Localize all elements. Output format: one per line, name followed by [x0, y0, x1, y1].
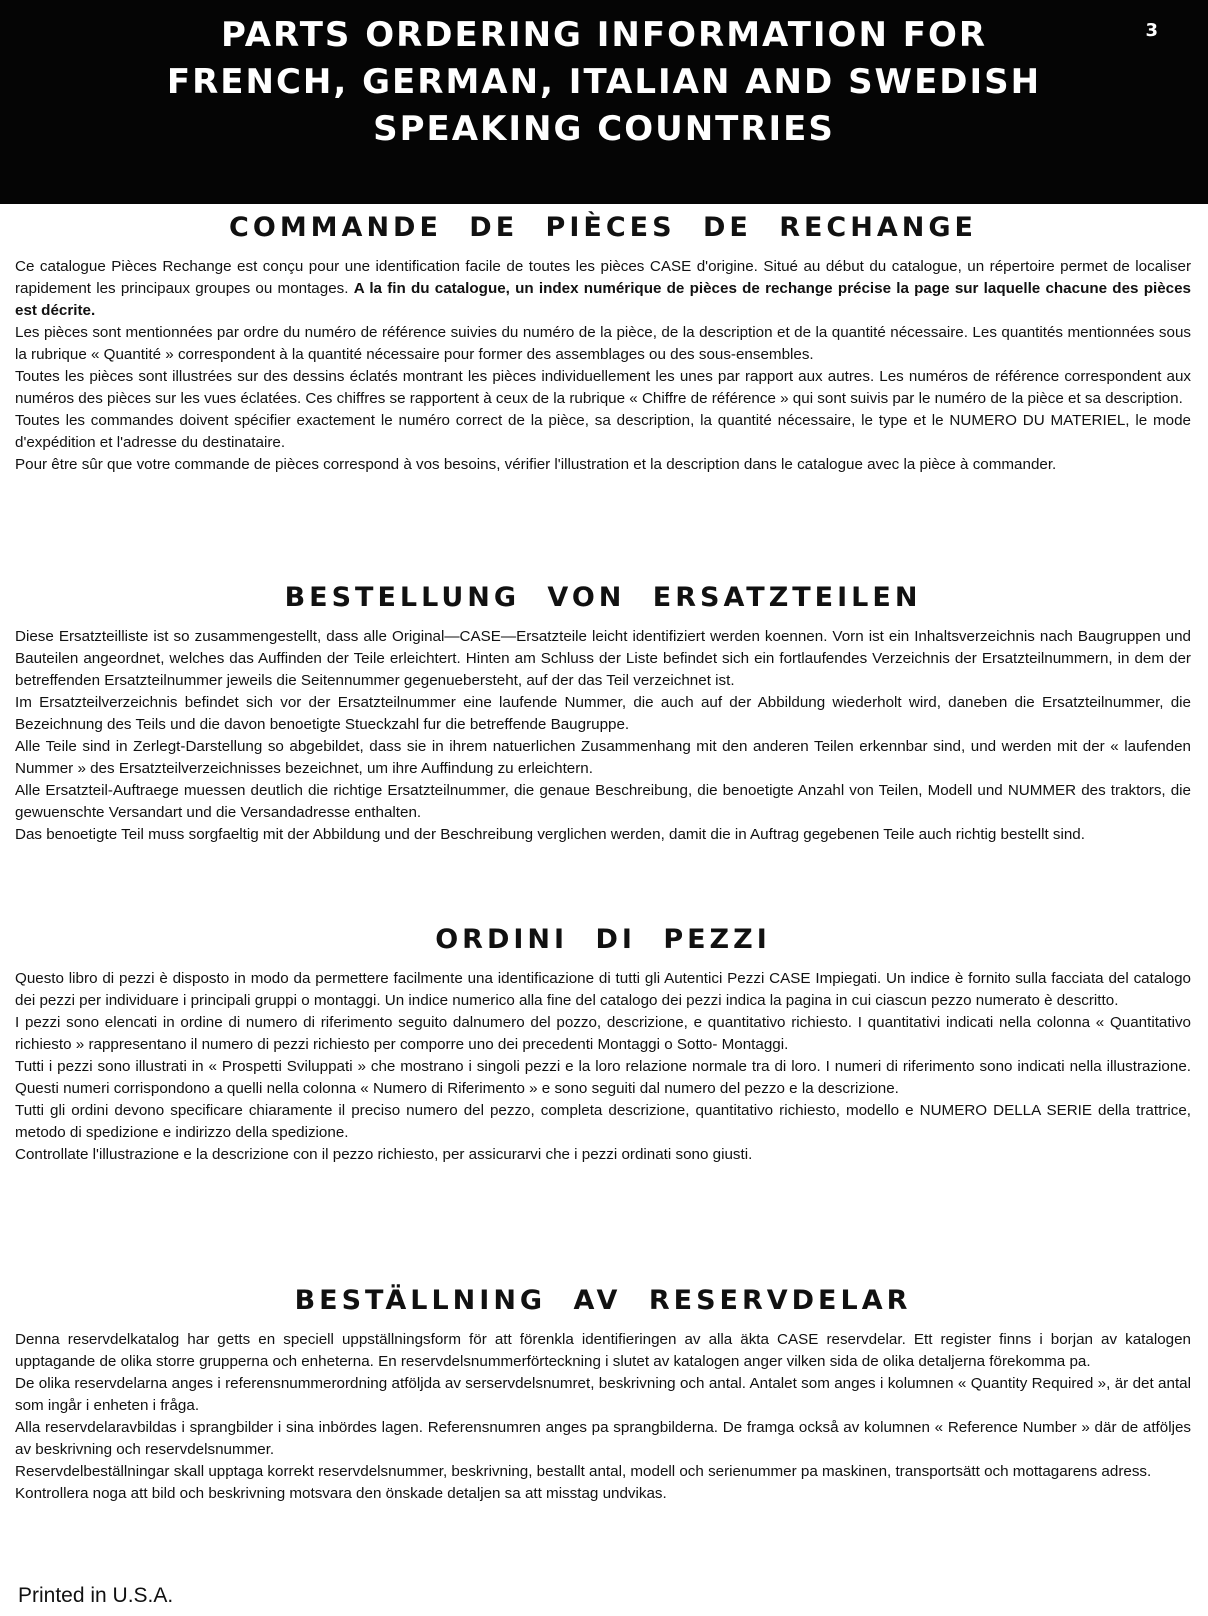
paragraph-fr-1-text: Ce catalogue Pièces Rechange est conçu pour une identification facile de toutes les pièces CASE d'origine. Situé au début du catalogue, un répertoire permet de localiser rapidement les principaux groupes ou montages. [15, 258, 1191, 297]
paragraph-fr-1-bold: A la fin du catalogue, un index numérique de pièces de rechange précise la page sur laquelle chacune des pièces est décrite. [15, 280, 1191, 319]
paragraph-sv-5: Kontrollera noga att bild och beskrivning motsvara den önskade detaljen sa att misstag undvikas. [15, 1485, 667, 1502]
paragraph-it-4: Tutti gli ordini devono specificare chiaramente il preciso numero del pezzo, completa descrizione, quantitativo richiesto, modello e NUMERO DELLA SERIE della trattrice, metodo di spedizione e indirizzo della spedizione. [15, 1102, 1191, 1141]
paragraph-sv-3: Alla reservdelaravbildas i sprangbilder i sina inbördes lagen. Referensnumren anges pa sprangbilderna. De framga också av kolumnen « Reference Number » där de atföljes av beskrivning och reservdelsnummer. [15, 1419, 1191, 1458]
printed-in-footer: Printed in U.S.A. [18, 1584, 174, 1607]
title-line-1: PARTS ORDERING INFORMATION FOR [220, 15, 988, 55]
section-heading-swedish: BESTÄLLNING AV RESERVDELAR [294, 1285, 912, 1316]
section-italian [15, 924, 1191, 1166]
section-heading-italian: ORDINI DI PEZZI [435, 924, 771, 955]
section-heading-french: COMMANDE DE PIÈCES DE RECHANGE [229, 212, 977, 243]
paragraph-fr-4: Toutes les commandes doivent spécifier exactement le numéro correct de la pièce, sa description, la quantité nécessaire, le type et le NUMERO DU MATERIEL, le mode d'expédition et l'adresse du destinataire. [15, 412, 1191, 451]
title-line-2: FRENCH, GERMAN, ITALIAN AND SWEDISH [166, 62, 1042, 102]
paragraph-fr-3: Toutes les pièces sont illustrées sur des dessins éclatés montrant les pièces individuellement les unes par rapport aux autres. Les numéros de référence correspondent aux numéros des pièces sur les vues éclatées. Ces chiffres se rapportent à ceux de la rubrique « Chiffre de référence » qui sont suivis par le numéro de la pièce et sa description. [15, 368, 1191, 407]
paragraph-de-3: Alle Teile sind in Zerlegt-Darstellung so abgebildet, dass sie in ihrem natuerlichen Zusammenhang mit den anderen Teilen erkennbar sind, und werden mit der « laufenden Nummer » des Ersatzteilverzeichnisses bezeichnet, um ihre Auffindung zu erleichtern. [15, 738, 1191, 777]
paragraph-it-2: I pezzi sono elencati in ordine di numero di riferimento seguito dalnumero del pozzo, descrizione, e quantitativo richiesto. I quantitativi indicati nella colonna « Quantitativo richiesto » rappresentano il numero di pezzi richiesto per comporre uno dei precedenti Montaggi o Sotto- Montaggi. [15, 1014, 1191, 1053]
paragraph-fr-1 [15, 256, 1191, 322]
paragraph-it-5: Controllate l'illustrazione e la descrizione con il pezzo richiesto, per assicurarvi che i pezzi ordinati sono giusti. [15, 1146, 753, 1163]
section-french [15, 212, 1191, 476]
paragraph-sv-4: Reservdelbeställningar skall upptaga korrekt reservdelsnummer, beskrivning, bestallt antal, modell och serienummer pa maskinen, transportsätt och mottagarens adress. [15, 1463, 1152, 1480]
paragraph-it-1: Questo libro di pezzi è disposto in modo da permettere facilmente una identificazione di tutti gli Autentici Pezzi CASE Impiegati. Un indice è fornito sulla facciata del catalogo dei pezzi per individuare i principali gruppi o montaggi. Un indice numerico alla fine del catalogo dei pezzi indica la pagina in cui ciascun pezzo numerato è descritto. [15, 970, 1191, 1009]
paragraph-it-3: Tutti i pezzi sono illustrati in « Prospetti Sviluppati » che mostrano i singoli pezzi e la loro relazione normale tra di loro. I numeri di riferimento sono indicati nella illustrazione. Questi numeri corrispondono a quelli nella colonna « Numero di Riferimento » e sono seguiti dal numero del pezzo e la descrizione. [15, 1058, 1191, 1097]
page-number: 3 [1145, 20, 1158, 41]
paragraph-de-2: Im Ersatzteilverzeichnis befindet sich vor der Ersatzteilnummer eine laufende Nummer, die auch auf der Abbildung wiederholt wird, daneben die Ersatzteilnummer, die Bezeichnung des Teils und die davon benoetigte Stueckzahl fur die betreffende Baugruppe. [15, 694, 1191, 733]
section-german [15, 582, 1191, 846]
paragraph-sv-2: De olika reservdelarna anges i referensnummerordning atföljda av serservdelsnumret, beskrivning och antal. Antalet som anges i kolumnen « Quantity Required », är det antal som ingår i enheten i fråga. [15, 1375, 1191, 1414]
section-swedish [15, 1285, 1191, 1505]
page-title [60, 12, 1148, 153]
paragraph-de-4: Alle Ersatzteil-Auftraege muessen deutlich die richtige Ersatzteilnummer, die genaue Beschreibung, die benoetigte Anzahl von Teilen, Modell und NUMMER des traktors, die gewuenschte Versandart und die Versandadresse enthalten. [15, 782, 1191, 821]
title-line-3: SPEAKING COUNTRIES [373, 109, 835, 149]
paragraph-sv-1: Denna reservdelkatalog har getts en speciell uppställningsform för att förenkla identifieringen av alla äkta CASE reservdelar. Ett register finns i borjan av katalogen upptagande de olika storre grupperna och enheterna. En reservdelsnummerförteckning i slutet av katalogen anger vilken sida de olika detaljerna förekomma pa. [15, 1331, 1191, 1370]
paragraph-fr-5: Pour être sûr que votre commande de pièces correspond à vos besoins, vérifier l'illustration et la description dans le catalogue avec la pièce à commander. [15, 456, 1057, 473]
page-header-banner [0, 0, 1208, 204]
paragraph-de-5: Das benoetigte Teil muss sorgfaeltig mit der Abbildung und der Beschreibung verglichen werden, damit die in Auftrag gegebenen Teile auch richtig bestellt sind. [15, 826, 1085, 843]
paragraph-fr-2: Les pièces sont mentionnées par ordre du numéro de référence suivies du numéro de la pièce, de la description et de la quantité nécessaire. Les quantités mentionnées sous la rubrique « Quantité » correspondent à la quantité nécessaire pour former des assemblages ou des sous-ensembles. [15, 324, 1191, 363]
section-heading-german: BESTELLUNG VON ERSATZTEILEN [284, 582, 922, 613]
paragraph-de-1: Diese Ersatzteilliste ist so zusammengestellt, dass alle Original—CASE—Ersatzteile leicht identifiziert werden koennen. Vorn ist ein Inhaltsverzeichnis nach Baugruppen und Bauteilen angeordnet, welches das Auffinden der Teile erleichtert. Hinten am Schluss der Liste befindet sich ein fortlaufendes Verzeichnis der Ersatzteilnummern, in dem der betreffenden Ersatzteilnummer jeweils die Seitennummer gegenuebersteht, auf der das Teil verzeichnet ist. [15, 628, 1191, 689]
